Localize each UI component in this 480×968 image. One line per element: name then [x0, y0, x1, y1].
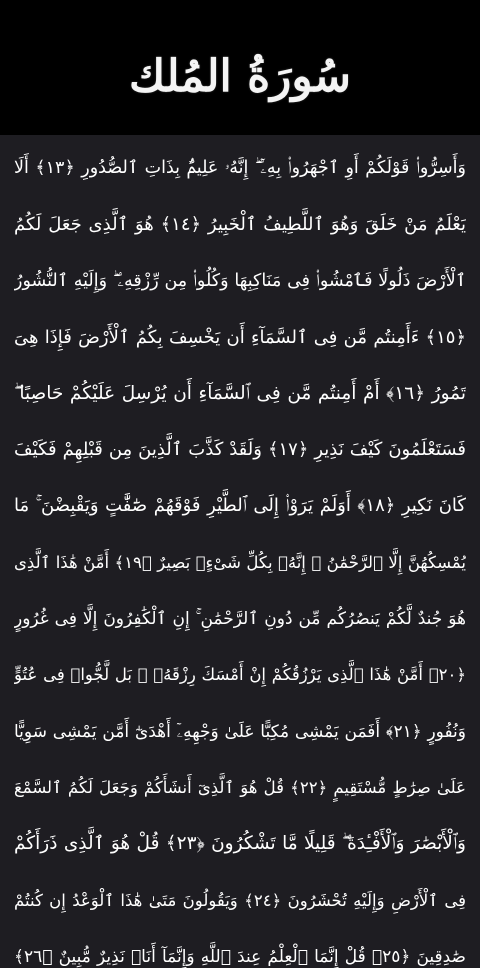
line-text: ٱلْأَرْضَ ذَلُولًا فَٱمْشُوا۟ فِى مَنَاكِبِهَا وَكُلُوا۟ مِن رِّزْقِهِۦ ۖ وَإِلَيْهِ ٱلنُّشُورُ [14, 270, 466, 291]
surah-title: سُورَةُ المُلك [129, 51, 351, 102]
surah-header [0, 0, 480, 135]
text-line [14, 928, 466, 968]
text-line [14, 534, 466, 590]
text-line [14, 759, 466, 815]
text-line [14, 140, 466, 196]
line-text: عَلَىٰ صِرَٰطٍ مُّسْتَقِيمٍ ﴿٢٢﴾ قُلْ هُوَ ٱلَّذِىٓ أَنشَأَكُمْ وَجَعَلَ لَكُمُ ٱلسَّمْعَ [14, 777, 466, 797]
text-line [14, 590, 466, 646]
line-text: وَٱلْأَبْصَٰرَ وَٱلْأَفْـِٔدَةَ ۖ قَلِيلًا مَّا تَشْكُرُونَ ﴿٢٣﴾ قُلْ هُوَ ٱلَّذِى ذَرَأَكُمْ [14, 833, 466, 855]
text-line [14, 703, 466, 759]
line-text: ﴿٢٠﴾ أَمَّنْ هَٰذَا ٱلَّذِى يَرْزُقُكُمْ إِنْ أَمْسَكَ رِزْقَهُۥ ۚ بَل لَّجُّوا۟ فِى عُتُوٍّ [14, 665, 466, 685]
text-line [14, 816, 466, 872]
text-line [14, 196, 466, 252]
line-text: صَٰدِقِينَ ﴿٢٥﴾ قُلْ إِنَّمَا ٱلْعِلْمُ عِندَ ٱللَّهِ وَإِنَّمَآ أَنَا۠ نَذِيرٌ مُّبِينٌ ﴿٢٦﴾ [14, 946, 466, 967]
text-line [14, 365, 466, 421]
line-text: وَنُفُورٍ ﴿٢١﴾ أَفَمَن يَمْشِى مُكِبًّا عَلَىٰ وَجْهِهِۦٓ أَهْدَىٰٓ أَمَّن يَمْشِى سَوِيًّا [14, 721, 466, 742]
line-text: وَأَسِرُّوا۟ قَوْلَكُمْ أَوِ ٱجْهَرُوا۟ بِهِۦٓ ۖ إِنَّهُۥ عَلِيمٌۢ بِذَاتِ ٱلصُّدُورِ ﴿١٣﴾ أَلَا [14, 158, 466, 179]
text-line [14, 421, 466, 477]
line-text: تَمُورُ ﴿١٦﴾ أَمْ أَمِنتُم مَّن فِى ٱلسَّمَآءِ أَن يُرْسِلَ عَلَيْكُمْ حَاصِبًا ۖ [14, 382, 466, 404]
line-text: كَانَ نَكِيرِ ﴿١٨﴾ أَوَلَمْ يَرَوْا۟ إِلَى ٱلطَّيْرِ فَوْقَهُمْ صَٰٓفَّٰتٍ وَيَقْبِضْنَ ۚ مَا [14, 495, 466, 517]
line-text: فَسَتَعْلَمُونَ كَيْفَ نَذِيرِ ﴿١٧﴾ وَلَقَدْ كَذَّبَ ٱلَّذِينَ مِن قَبْلِهِمْ فَكَيْفَ [14, 439, 466, 461]
text-line [14, 872, 466, 928]
text-line [14, 309, 466, 365]
text-line [14, 253, 466, 309]
text-line [14, 647, 466, 703]
line-text: يَعْلَمُ مَنْ خَلَقَ وَهُوَ ٱللَّطِيفُ ٱلْخَبِيرُ ﴿١٤﴾ هُوَ ٱلَّذِى جَعَلَ لَكُمُ [14, 213, 466, 235]
line-text: ﴿١٥﴾ ءَأَمِنتُم مَّن فِى ٱلسَّمَآءِ أَن يَخْسِفَ بِكُمُ ٱلْأَرْضَ فَإِذَا هِىَ [14, 326, 466, 348]
line-text: فِى ٱلْأَرْضِ وَإِلَيْهِ تُحْشَرُونَ ﴿٢٤﴾ وَيَقُولُونَ مَتَىٰ هَٰذَا ٱلْوَعْدُ إِن كُنتُمْ [14, 890, 466, 910]
line-text: يُمْسِكُهُنَّ إِلَّا ٱلرَّحْمَٰنُ ۚ إِنَّهُۥ بِكُلِّ شَىْءٍۭ بَصِيرٌ ﴿١٩﴾ أَمَّنْ هَٰذَا ٱلَّذِى [14, 552, 466, 572]
quran-text-block [14, 140, 466, 968]
text-line [14, 478, 466, 534]
line-text: هُوَ جُندٌ لَّكُمْ يَنصُرُكُم مِّن دُونِ ٱلرَّحْمَٰنِ ۚ إِنِ ٱلْكَٰفِرُونَ إِلَّا فِى غُرُورٍ [14, 609, 466, 630]
